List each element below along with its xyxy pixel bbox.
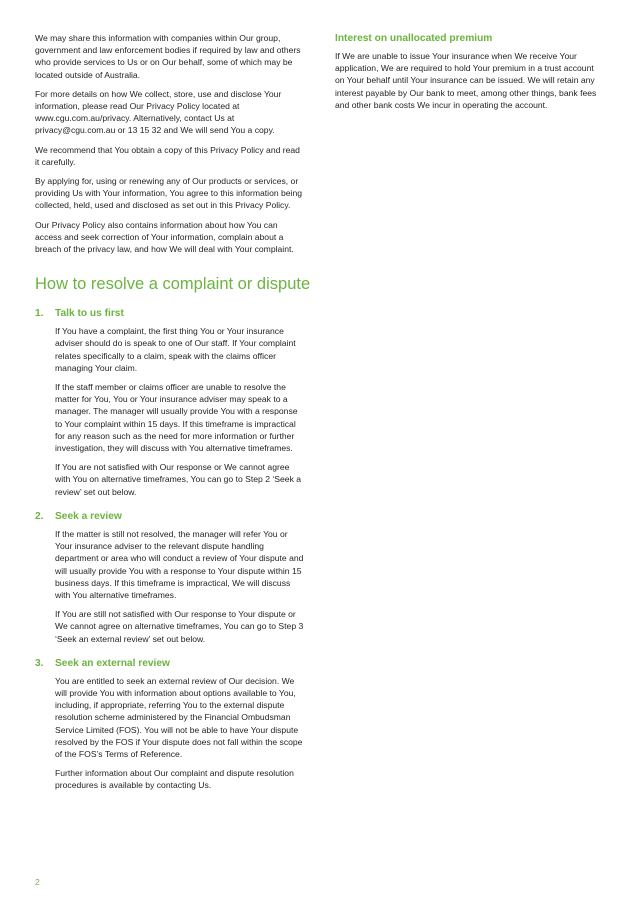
- unallocated-premium-paragraph: If We are unable to issue Your insurance when We receive Your application, We are required to hold Your premium in a trust account on Your behalf until Your insurance can be issued. We will retain any interest payable by Our bank to meet, among other things, bank fees and other bank costs We incur in operating the account.: [335, 51, 597, 110]
- step-3-number: 3.: [35, 657, 44, 669]
- unallocated-premium-heading: Interest on unallocated premium: [335, 33, 493, 44]
- step-2-number: 2.: [35, 510, 44, 522]
- step-1: [35, 307, 305, 498]
- step-1-paragraph-2: If the staff member or claims officer are unable to resolve the matter for You, You or Your insurance adviser may speak to a manager. The manager will usually provide You with a response to Your complaint within 15 days. If this timeframe is impractical for any reason such as the need for more information or further investigation, they will discuss with You alternative timeframes.: [55, 382, 298, 454]
- step-1-title: [35, 307, 305, 320]
- right-column: [335, 32, 603, 118]
- intro-paragraph-2: For more details on how We collect, store, use and disclose Your information, please read Our Privacy Policy located at www.cgu.com.au/privacy. Alternatively, contact Us at privacy@cgu.com.au or 13 15 32 and We will send You a copy.: [35, 88, 282, 136]
- step-3: [35, 657, 305, 792]
- step-1-number: 1.: [35, 308, 44, 320]
- step-2: [35, 510, 305, 645]
- step-2-title: [35, 510, 305, 523]
- page-number: 2: [35, 877, 40, 887]
- step-1-title-text: Talk to us first: [55, 308, 124, 320]
- step-3-paragraph-1: You are entitled to seek an external review of Our decision. We will provide You with information about options available to You, including, if appropriate, referring You to the external dispute resolution scheme administered by the Financial Ombudsman Service Limited (FOS). You will not be able to have Your dispute resolved by the FOS if Your dispute does not fall within the scope of the FOS’s Terms of Reference.: [55, 675, 303, 759]
- step-2-paragraph-2: If You are still not satisfied with Our response to Your dispute or We cannot agree on alternative timeframes, You can go to Step 3 ‘Seek an external review’ set out below.: [55, 609, 304, 644]
- intro-paragraph-3: We recommend that You obtain a copy of this Privacy Policy and read it carefully.: [35, 144, 300, 167]
- step-3-title: [35, 657, 305, 670]
- intro-paragraph-4: By applying for, using or renewing any of Our products or services, or providing Us with Your information, You agree to this information being collected, held, used and disclosed as set out in this Privacy Policy.: [35, 176, 303, 211]
- intro-paragraph-1: We may share this information with companies within Our group, government and law enforcement bodies if required by law and others who provide services to Us or on Our behalf, some of which may be located outside of Australia.: [35, 33, 301, 80]
- complaint-section-heading: How to resolve a complaint or dispute: [35, 275, 311, 294]
- step-2-body: [35, 528, 305, 645]
- step-1-body: [35, 325, 305, 498]
- step-3-paragraph-2: Further information about Our complaint and dispute resolution procedures is available by contacting Us.: [55, 768, 294, 791]
- step-2-paragraph-1: If the matter is still not resolved, the manager will refer You or Your insurance adviser to the relevant dispute handling department or area who will conduct a review of Your dispute and will usually provide You with a response to Your dispute within 15 business days. If this timeframe is impractical, We will discuss with You alternative timeframes.: [55, 528, 304, 600]
- step-1-paragraph-1: If You have a complaint, the first thing You or Your insurance adviser should do is speak to one of Our staff. If Your complaint relates specifically to a claim, speak with the claims officer managing Your claim.: [55, 326, 296, 373]
- step-3-title-text: Seek an external review: [55, 657, 170, 669]
- step-2-title-text: Seek a review: [55, 510, 122, 522]
- step-3-body: [35, 675, 305, 792]
- intro-paragraph-5: Our Privacy Policy also contains information about how You can access and seek correction of Your information, complain about a breach of the privacy law, and how We will deal with Your complaint.: [35, 219, 294, 255]
- left-column: [35, 32, 311, 804]
- step-1-paragraph-3: If You are not satisfied with Our response or We cannot agree with You on alternative timeframes, You can go to Step 2 ‘Seek a review’ set out below.: [55, 462, 302, 497]
